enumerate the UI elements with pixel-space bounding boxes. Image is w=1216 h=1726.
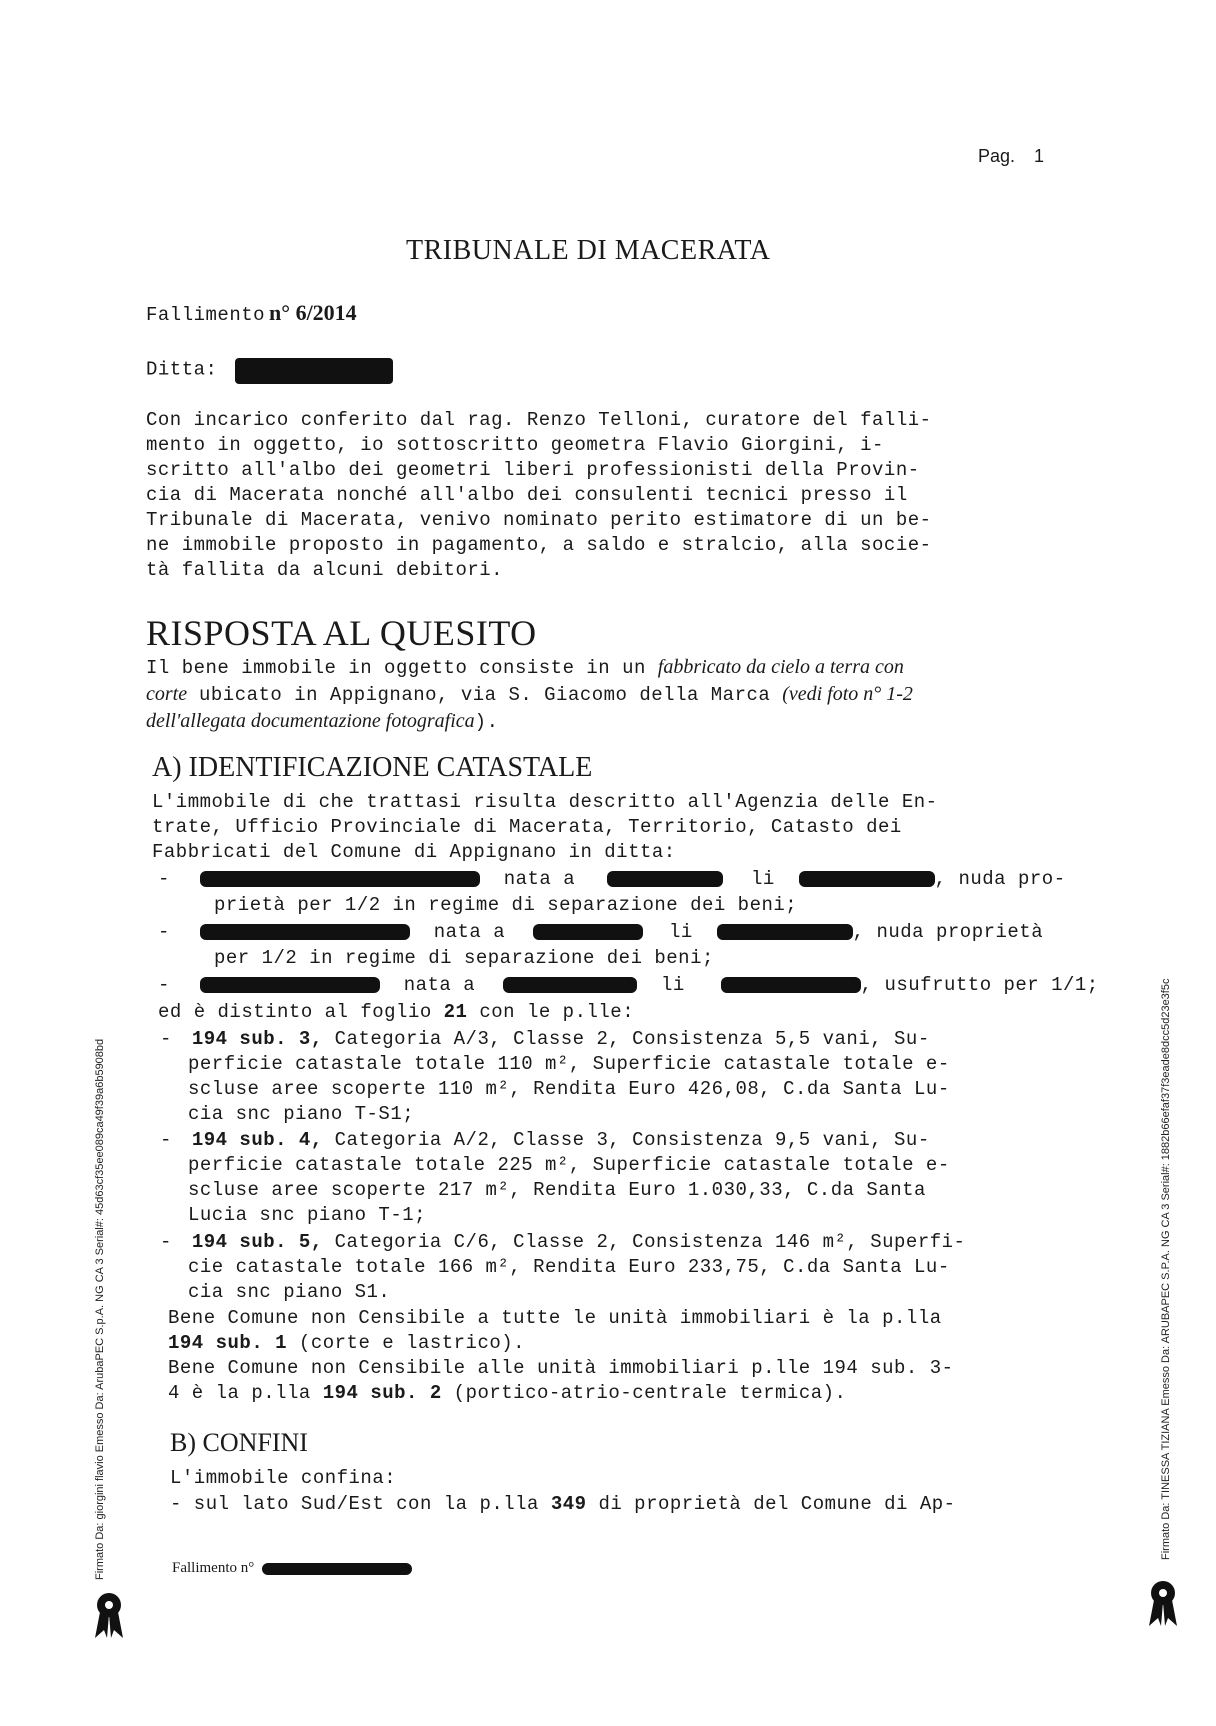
section-a-heading: A) IDENTIFICAZIONE CATASTALE	[152, 752, 593, 783]
unit-ref: 194 sub. 5,	[191, 1231, 323, 1253]
unit-line: Categoria C/6, Classe 2, Consistenza 146 m², Superfi-	[322, 1231, 966, 1253]
foglio-number: 21	[443, 1001, 468, 1023]
intro-line: scritto all'albo dei geometri liberi professionisti della Provin-	[146, 459, 920, 481]
footer-fallimento-label: Fallimento n°	[172, 1560, 255, 1576]
section-b-intro: L'immobile confina:	[170, 1467, 397, 1489]
bene-comune-line	[168, 1381, 846, 1405]
bene-comune-text: (portico-atrio-centrale termica).	[441, 1382, 847, 1404]
confine-text: - sul lato Sud/Est con la p.lla	[170, 1493, 551, 1515]
bene-comune-line: Bene Comune non Censibile a tutte le unità immobiliari è la p.lla	[168, 1307, 942, 1329]
unit-entry-sub3	[160, 1027, 930, 1051]
risposta-italic: (vedi foto n° 1-2	[782, 683, 913, 705]
redacted-place	[607, 871, 723, 887]
left-seal-icon	[92, 1590, 126, 1640]
owner-continuation: prietà per 1/2 in regime di separazione dei beni;	[214, 894, 798, 916]
ditta-label: Ditta:	[146, 358, 218, 381]
owner-continuation: per 1/2 in regime di separazione dei beni;	[214, 947, 714, 969]
owner-rights: , nuda pro-	[934, 868, 1066, 890]
fallimento-number: n° 6/2014	[269, 300, 357, 325]
redacted-date	[717, 924, 853, 940]
owner-entry	[158, 973, 1099, 997]
page-label: Pag.	[978, 146, 1016, 166]
foglio-text: con le p.lle:	[467, 1001, 635, 1023]
unit-entry-sub5	[160, 1230, 965, 1254]
intro-line: Con incarico conferito dal rag. Renzo Telloni, curatore del falli-	[146, 409, 932, 431]
owner-li: li	[668, 921, 693, 943]
bene-comune-line	[168, 1331, 525, 1355]
owner-rights: , usufrutto per 1/1;	[860, 974, 1099, 996]
foglio-line	[158, 1000, 634, 1024]
unit-line: Lucia snc piano T-1;	[188, 1204, 427, 1226]
bene-comune-text: (corte e lastrico).	[287, 1332, 526, 1354]
bene-comune-text: 4 è la p.lla	[168, 1382, 323, 1404]
unit-ref: 194 sub. 4,	[191, 1129, 323, 1151]
unit-ref: 194 sub. 3,	[191, 1028, 323, 1050]
redacted-date	[799, 871, 935, 887]
redacted-name	[235, 358, 393, 384]
owner-entry	[158, 920, 1043, 944]
owner-nata: nata a	[503, 868, 576, 890]
risposta-line-3	[146, 709, 498, 735]
unit-line: perficie catastale totale 110 m², Superficie catastale totale e-	[188, 1053, 950, 1075]
owner-li: li	[660, 974, 685, 996]
redacted-place	[503, 977, 637, 993]
bene-comune-line: Bene Comune non Censibile alle unità immobiliari p.lle 194 sub. 3-	[168, 1357, 954, 1379]
redacted-name	[200, 871, 480, 887]
intro-line: cia di Macerata nonché all'albo dei consulenti tecnici presso il	[146, 484, 908, 506]
risposta-italic: fabbricato da cielo a terra con	[657, 656, 904, 678]
list-dash: -	[158, 974, 170, 996]
foglio-text: ed è distinto al foglio	[158, 1001, 444, 1023]
risposta-heading: RISPOSTA AL QUESITO	[146, 613, 537, 653]
redacted-place	[533, 924, 643, 940]
list-dash: -	[160, 1231, 172, 1253]
bene-comune-ref: 194 sub. 1	[168, 1332, 288, 1354]
section-b-heading: B) CONFINI	[170, 1428, 308, 1457]
right-signature-stamp: Firmato Da: TINESSA TIZIANA Emesso Da: ARUBAPEC S.P.A. NG CA 3 Serial#: 1882b66efaf37f3eade8dcc5d23e3f5c	[1160, 978, 1172, 1560]
section-b-line	[170, 1492, 956, 1516]
fallimento-label: Fallimento	[146, 304, 266, 326]
intro-line: ne immobile proposto in pagamento, a saldo e stralcio, alla socie-	[146, 534, 932, 556]
owner-rights: , nuda proprietà	[852, 921, 1044, 943]
unit-line: Categoria A/3, Classe 2, Consistenza 5,5 vani, Su-	[322, 1028, 930, 1050]
unit-line: Categoria A/2, Classe 3, Consistenza 9,5 vani, Su-	[322, 1129, 930, 1151]
confine-ref: 349	[550, 1493, 587, 1515]
bene-comune-ref: 194 sub. 2	[322, 1382, 442, 1404]
unit-line: cia snc piano S1.	[188, 1281, 391, 1303]
intro-line: tà fallita da alcuni debitori.	[146, 559, 504, 581]
confine-text: di proprietà del Comune di Ap-	[586, 1493, 956, 1515]
list-dash: -	[158, 921, 170, 943]
court-title: TRIBUNALE DI MACERATA	[406, 235, 771, 266]
owner-nata: nata a	[403, 974, 476, 996]
redacted-number	[262, 1563, 412, 1575]
risposta-italic: dell'allegata documentazione fotografica	[146, 710, 475, 732]
page-number: 1	[1034, 146, 1045, 166]
redacted-date	[721, 977, 861, 993]
section-a-intro-line: Fabbricati del Comune di Appignano in ditta:	[152, 841, 676, 863]
owner-li: li	[750, 868, 775, 890]
list-dash: -	[158, 868, 170, 890]
footer-fallimento	[172, 1560, 412, 1577]
unit-line: cie catastale totale 166 m², Rendita Euro 233,75, C.da Santa Lu-	[188, 1256, 950, 1278]
risposta-text: ubicato in Appignano, via S. Giacomo della Marca	[187, 684, 783, 706]
section-a-intro-line: L'immobile di che trattasi risulta descritto all'Agenzia delle En-	[152, 791, 938, 813]
ditta-line	[146, 358, 393, 384]
fallimento-line	[146, 300, 357, 326]
owner-entry	[158, 867, 1066, 891]
intro-line: Tribunale di Macerata, venivo nominato perito estimatore di un be-	[146, 509, 932, 531]
list-dash: -	[160, 1028, 172, 1050]
redacted-name	[200, 977, 380, 993]
risposta-line-2	[146, 682, 913, 708]
unit-line: cia snc piano T-S1;	[188, 1103, 415, 1125]
risposta-line-1	[146, 655, 904, 681]
risposta-text: Il bene immobile in oggetto consiste in un	[146, 657, 658, 679]
unit-line: scluse aree scoperte 110 m², Rendita Euro 426,08, C.da Santa Lu-	[188, 1078, 950, 1100]
unit-line: perficie catastale totale 225 m², Superficie catastale totale e-	[188, 1154, 950, 1176]
page-indicator	[978, 146, 1044, 167]
redacted-name	[200, 924, 410, 940]
left-signature-stamp: Firmato Da: giorgini flavio Emesso Da: ArubaPEC S.p.A. NG CA 3 Serial#: 45d63cf35ee089ca49f39a6b5908bd	[94, 1038, 106, 1580]
section-a-intro-line: trate, Ufficio Provinciale di Macerata, Territorio, Catasto dei	[152, 816, 902, 838]
right-seal-icon	[1146, 1578, 1180, 1628]
unit-line: scluse aree scoperte 217 m², Rendita Euro 1.030,33, C.da Santa	[188, 1179, 926, 1201]
owner-nata: nata a	[433, 921, 506, 943]
intro-line: mento in oggetto, io sottoscritto geometra Flavio Giorgini, i-	[146, 434, 884, 456]
unit-entry-sub4	[160, 1128, 930, 1152]
risposta-italic: corte	[146, 683, 188, 705]
risposta-text: ).	[474, 711, 499, 733]
list-dash: -	[160, 1129, 172, 1151]
